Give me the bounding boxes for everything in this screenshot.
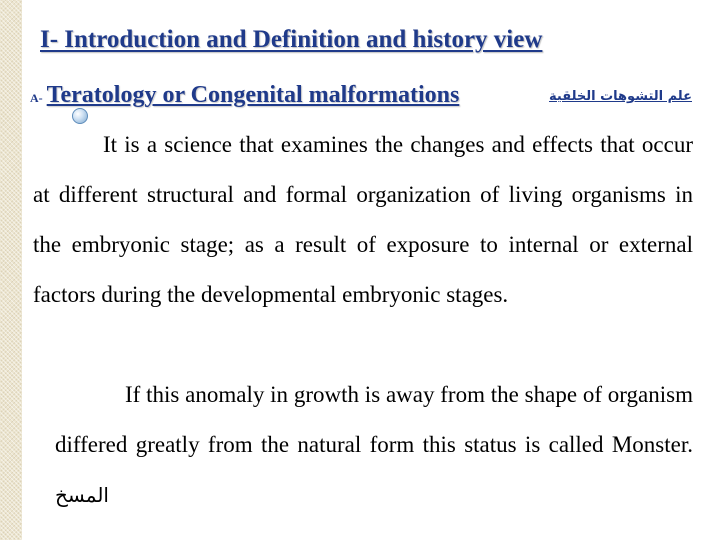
section-heading xyxy=(30,80,710,113)
section-heading-english: Teratology or Congenital malformations xyxy=(46,82,460,108)
monster-term-arabic: المسخ xyxy=(55,483,109,507)
monster-paragraph xyxy=(55,370,693,520)
section-marker: A- xyxy=(30,91,43,105)
monster-paragraph-text: If this anomaly in growth is away from the shape of organism differed greatly from the natural form this status is called Monster. xyxy=(55,382,693,457)
decorative-side-band xyxy=(0,0,22,540)
section-heading-arabic: علم التشوهات الخلقية xyxy=(549,89,692,104)
slide-title: I- Introduction and Definition and history view xyxy=(40,26,543,53)
definition-paragraph: It is a science that examines the changes and effects that occur at different structural and formal organization of living organisms in the embryonic stage; as a result of exposure to internal or external factors during the developmental embryonic stages. xyxy=(33,132,693,307)
